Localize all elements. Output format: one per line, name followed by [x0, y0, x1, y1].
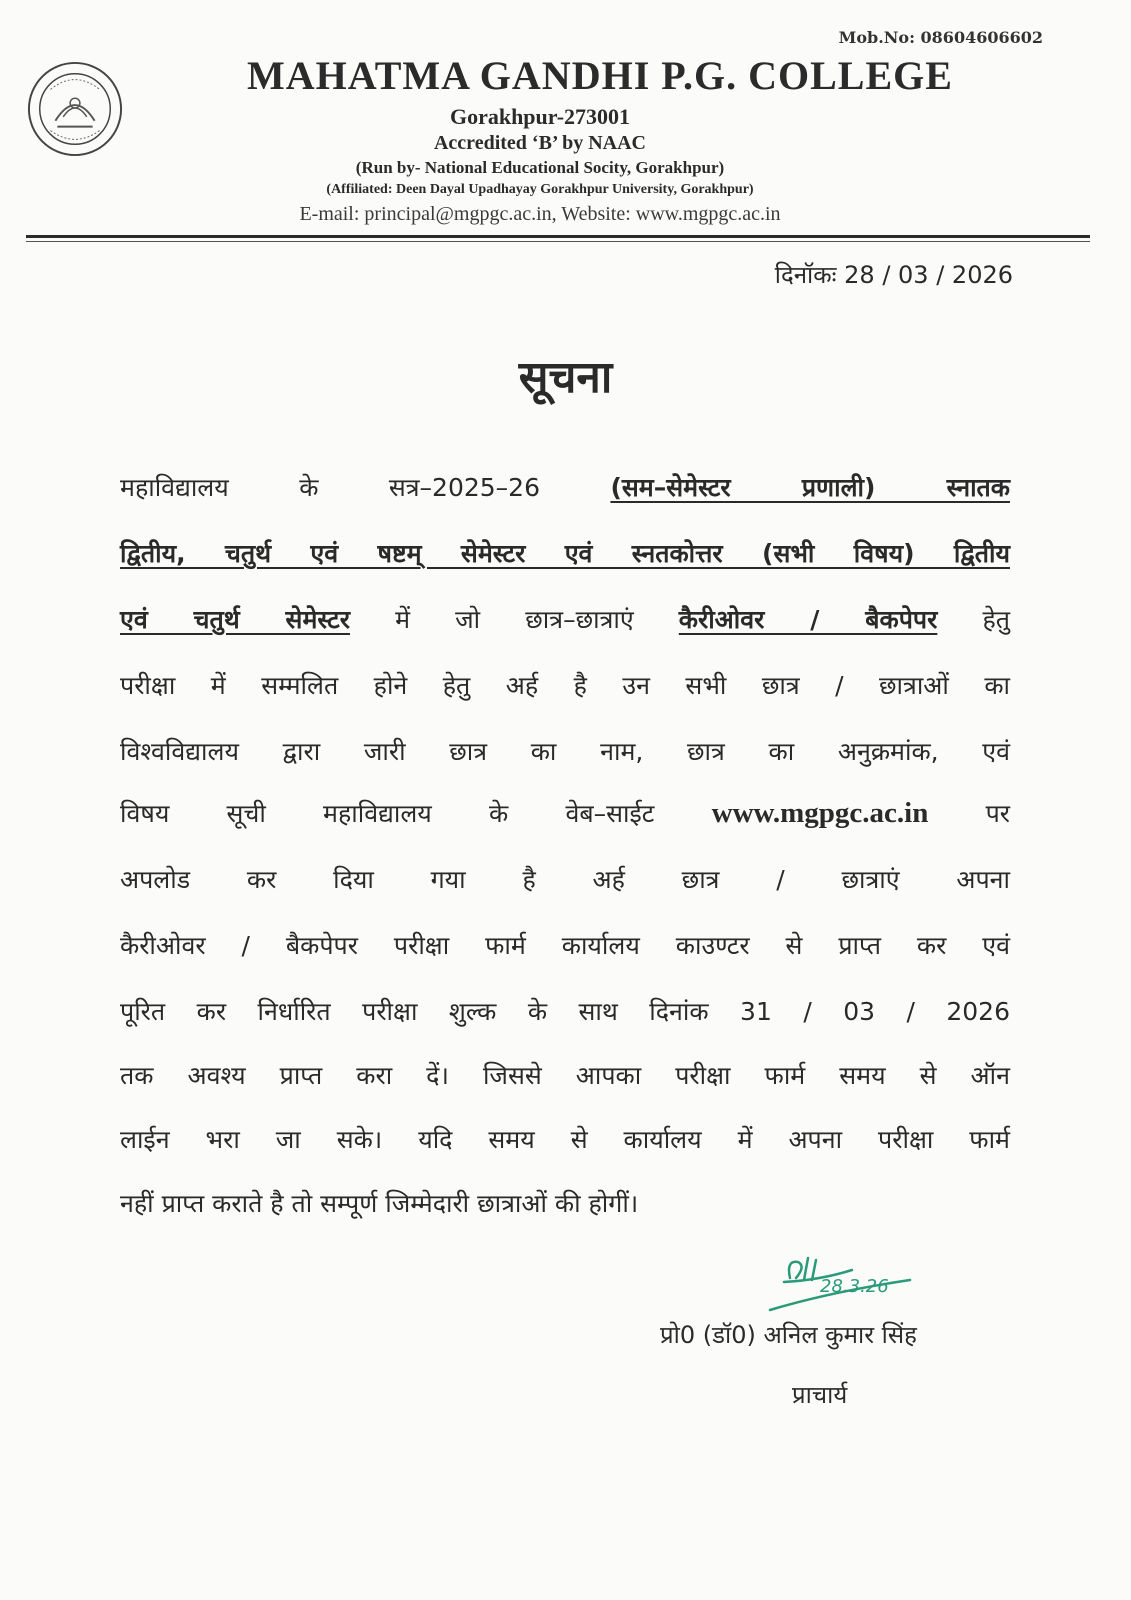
run-by-line: (Run by- National Educational Socity, Gorakhpur) [355, 158, 725, 177]
body-line-11: लाईन भरा जा सके। यदि समय से कार्यालय में अपना परीक्षा फार्म [120, 1125, 1010, 1154]
body-line-10: तक अवश्य प्राप्त करा दें। जिससे आपका परीक्षा फार्म समय से ऑन [120, 1061, 1010, 1090]
body-line-4: परीक्षा में सम्मलित होने हेतु अर्ह है उन सभी छात्र / छात्राओं का [120, 671, 1010, 700]
svg-text:28.3.26: 28.3.26 [820, 1276, 889, 1297]
website-link[interactable]: www.mgpgc.ac.in [711, 797, 929, 829]
notice-date: दिनॉकः 28 / 03 / 2026 [774, 261, 1013, 289]
college-emblem-icon [26, 60, 124, 158]
body-line-1: महाविद्यालय के सत्र–2025–26 (सम–सेमेस्टर प्रणाली) स्नातक [120, 473, 1010, 502]
header-divider [26, 235, 1090, 238]
body-line-2: द्वितीय, चतुर्थ एवं षष्टम् सेमेस्टर एवं स्नतकोत्तर (सभी विषय) द्वितीय [120, 539, 1010, 568]
body-line-3: एवं चतुर्थ सेमेस्टर में जो छात्र–छात्राएं कैरीओवर / बैकपेपर हेतु [120, 605, 1010, 634]
college-name: MAHATMA GANDHI P.G. COLLEGE [247, 53, 953, 98]
body-line-9: पूरित कर निर्धारित परीक्षा शुल्क के साथ दिनांक 31 / 03 / 2026 [120, 997, 1010, 1026]
college-city: Gorakhpur-273001 [449, 104, 631, 129]
notice-title: सूचना [518, 352, 613, 403]
body-line-12: नहीं प्राप्त कराते है तो सम्पूर्ण जिम्मेदारी छात्राओं की होगीं। [120, 1189, 639, 1218]
accreditation-line: Accredited ‘B’ by NAAC [433, 132, 646, 154]
signatory-name: प्रो0 (डॉ0) अनिल कुमार सिंह [660, 1321, 917, 1349]
body-line-8: कैरीओवर / बैकपेपर परीक्षा फार्म कार्यालय काउण्टर से प्राप्त कर एवं [120, 931, 1010, 960]
body-line-5: विश्वविद्यालय द्वारा जारी छात्र का नाम, छात्र का अनुक्रमांक, एवं [120, 737, 1010, 766]
body-line-6: विषय सूची महाविद्यालय के वेब–साईट www.mgpgc.ac.in पर [120, 797, 1011, 829]
handwritten-signature [760, 1250, 920, 1320]
carryover-highlight: कैरीओवर / बैकपेपर [678, 605, 938, 634]
contact-line: E-mail: principal@mgpgc.ac.in, Website: www.mgpgc.ac.in [299, 203, 781, 225]
affiliation-line: (Affiliated: Deen Dayal Upadhayay Gorakhpur University, Gorakhpur) [326, 182, 754, 197]
mobile-number: Mob.No: 08604606602 [838, 28, 1043, 47]
body-line-7: अपलोड कर दिया गया है अर्ह छात्र / छात्राएं अपना [120, 865, 1010, 894]
semester-system-highlight: (सम–सेमेस्टर प्रणाली) स्नातक [610, 473, 1010, 502]
signatory-designation: प्राचार्य [792, 1381, 848, 1409]
header-divider-thin [26, 241, 1090, 242]
